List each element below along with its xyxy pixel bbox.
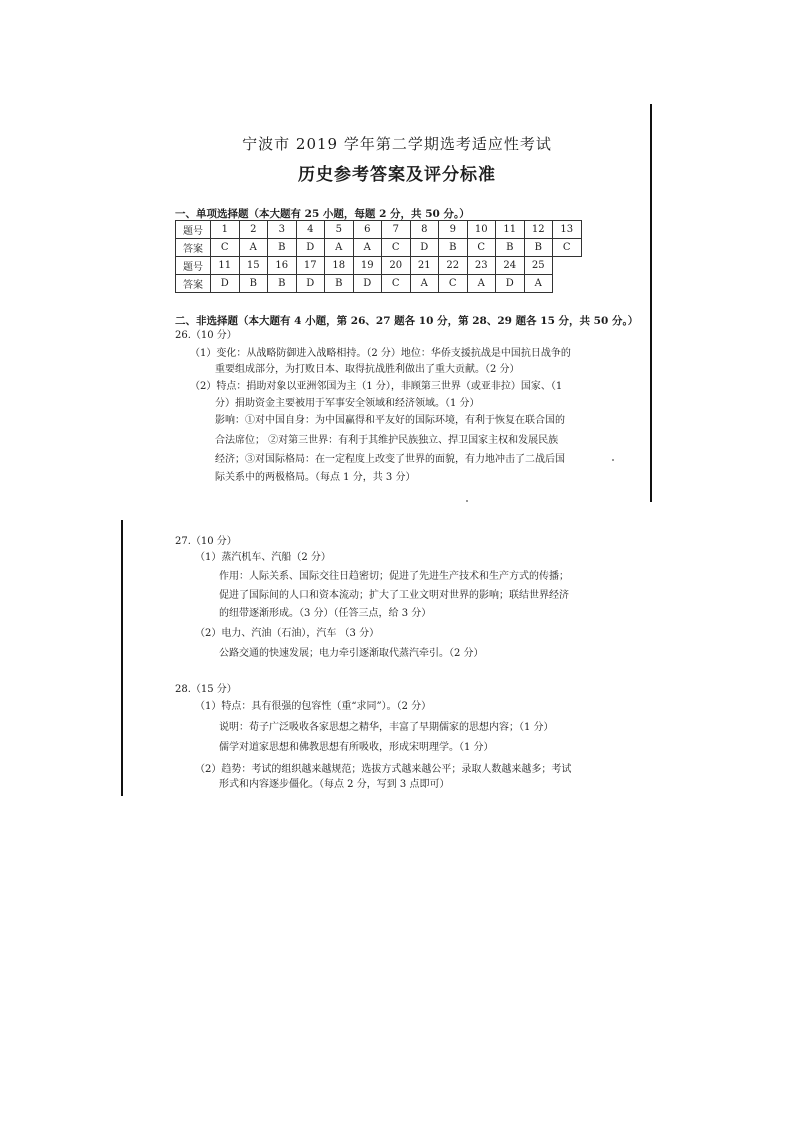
cell: C xyxy=(439,275,468,293)
cell: D xyxy=(211,275,240,293)
cell: 13 xyxy=(553,221,582,239)
cell: 4 xyxy=(296,221,325,239)
q26-line: 分）捐助资金主要被用于军事安全领域和经济领域。（1 分） xyxy=(215,398,480,409)
cell: 18 xyxy=(325,257,354,275)
q28-line: 儒学对道家思想和佛教思想有所吸收，形成宋明理学。（1 分） xyxy=(219,742,494,753)
cell: 25 xyxy=(524,257,553,275)
q27-line: 的纽带逐渐形成。（3 分）（任答三点，给 3 分） xyxy=(219,608,432,619)
cell: 7 xyxy=(382,221,411,239)
q26-line: 重要组成部分，为打败日本、取得抗战胜利做出了重大贡献。（2 分） xyxy=(215,364,520,375)
table-row xyxy=(176,257,582,275)
cell: C xyxy=(211,239,240,257)
table-row xyxy=(176,239,582,257)
cell: B xyxy=(268,275,297,293)
table-row xyxy=(176,275,582,293)
row-label: 题号 xyxy=(176,257,211,275)
scan-speck xyxy=(466,500,468,502)
answer-table xyxy=(175,220,582,293)
q26-line: （1）变化：从战略防御进入战略相持。（2 分）地位：华侨支援抗战是中国抗日战争的 xyxy=(190,348,571,359)
section1-heading: 一、单项选择题（本大题有 25 小题，每题 2 分，共 50 分。） xyxy=(175,208,470,220)
cell: 1 xyxy=(211,221,240,239)
scan-border-left xyxy=(121,520,123,796)
cell: B xyxy=(496,239,525,257)
cell: 2 xyxy=(239,221,268,239)
cell: 11 xyxy=(496,221,525,239)
cell: B xyxy=(439,239,468,257)
row-label: 题号 xyxy=(176,221,211,239)
cell: C xyxy=(382,275,411,293)
cell: 17 xyxy=(296,257,325,275)
q27-line: 作用：人际关系、国际交往日趋密切；促进了先进生产技术和生产方式的传播； xyxy=(219,571,569,582)
scan-speck xyxy=(612,459,614,461)
doc-title: 宁波市 2019 学年第二学期选考适应性考试 xyxy=(242,135,552,153)
cell: 23 xyxy=(467,257,496,275)
cell: A xyxy=(325,239,354,257)
cell: 21 xyxy=(410,257,439,275)
cell: 9 xyxy=(439,221,468,239)
q27-line: 促进了国际间的人口和资本流动；扩大了工业文明对世界的影响；联结世界经济 xyxy=(219,590,569,601)
cell: 8 xyxy=(410,221,439,239)
cell: D xyxy=(353,275,382,293)
cell: 5 xyxy=(325,221,354,239)
empty-cell xyxy=(553,257,582,275)
q26-line: 际关系中的两极格局。（每点 1 分，共 3 分） xyxy=(215,472,416,483)
cell: 11 xyxy=(211,257,240,275)
doc-subtitle: 历史参考答案及评分标准 xyxy=(298,165,496,185)
cell: B xyxy=(268,239,297,257)
q28-heading: 28.（15 分） xyxy=(175,684,237,695)
cell: 16 xyxy=(268,257,297,275)
q27-heading: 27.（10 分） xyxy=(175,536,237,547)
q26-heading: 26.（10 分） xyxy=(175,330,237,341)
cell: D xyxy=(296,275,325,293)
cell: 19 xyxy=(353,257,382,275)
cell: 22 xyxy=(439,257,468,275)
table-row xyxy=(176,221,582,239)
cell: 24 xyxy=(496,257,525,275)
cell: 15 xyxy=(239,257,268,275)
q28-line: 形式和内容逐步僵化。（每点 2 分，写到 3 点即可） xyxy=(219,779,450,790)
cell: C xyxy=(553,239,582,257)
q26-line: （2）特点：捐助对象以亚洲邻国为主（1 分），非顾第三世界（或亚非拉）国家、（1 xyxy=(190,381,563,392)
q26-line: 合法席位； ②对第三世界：有利于其维护民族独立、捍卫国家主权和发展民族 xyxy=(215,435,559,446)
cell: A xyxy=(353,239,382,257)
cell: 3 xyxy=(268,221,297,239)
q26-line: 影响：①对中国自身：为中国赢得和平友好的国际环境，有利于恢复在联合国的 xyxy=(215,415,565,426)
q27-line: 公路交通的快速发展；电力牵引逐渐取代蒸汽牵引。（2 分） xyxy=(219,648,484,659)
cell: 20 xyxy=(382,257,411,275)
cell: B xyxy=(239,275,268,293)
row-label: 答案 xyxy=(176,239,211,257)
cell: A xyxy=(524,275,553,293)
q28-line: （2）趋势：考试的组织越来越规范；选拔方式越来越公平；录取人数越来越多；考试 xyxy=(195,764,572,775)
cell: D xyxy=(296,239,325,257)
cell: B xyxy=(325,275,354,293)
cell: A xyxy=(467,275,496,293)
cell: 6 xyxy=(353,221,382,239)
cell: A xyxy=(410,275,439,293)
cell: D xyxy=(410,239,439,257)
empty-cell xyxy=(553,275,582,293)
q27-line: （1）蒸汽机车、汽船（2 分） xyxy=(195,552,331,563)
q28-line: （1）特点：具有很强的包容性（重“求同”）。（2 分） xyxy=(195,701,432,712)
q26-line: 经济；③对国际格局：在一定程度上改变了世界的面貌，有力地冲击了二战后国 xyxy=(215,454,565,465)
cell: C xyxy=(467,239,496,257)
cell: A xyxy=(239,239,268,257)
section2-heading: 二、非选择题（本大题有 4 小题，第 26、27 题各 10 分，第 28、29 题各 15 分，共 50 分。） xyxy=(175,315,639,327)
q28-line: 说明：荀子广泛吸收各家思想之精华，丰富了早期儒家的思想内容；（1 分） xyxy=(219,722,554,733)
cell: C xyxy=(382,239,411,257)
cell: 10 xyxy=(467,221,496,239)
cell: B xyxy=(524,239,553,257)
cell: 12 xyxy=(524,221,553,239)
row-label: 答案 xyxy=(176,275,211,293)
cell: D xyxy=(496,275,525,293)
q27-line: （2）电力、汽油（石油），汽车 （3 分） xyxy=(195,628,380,639)
